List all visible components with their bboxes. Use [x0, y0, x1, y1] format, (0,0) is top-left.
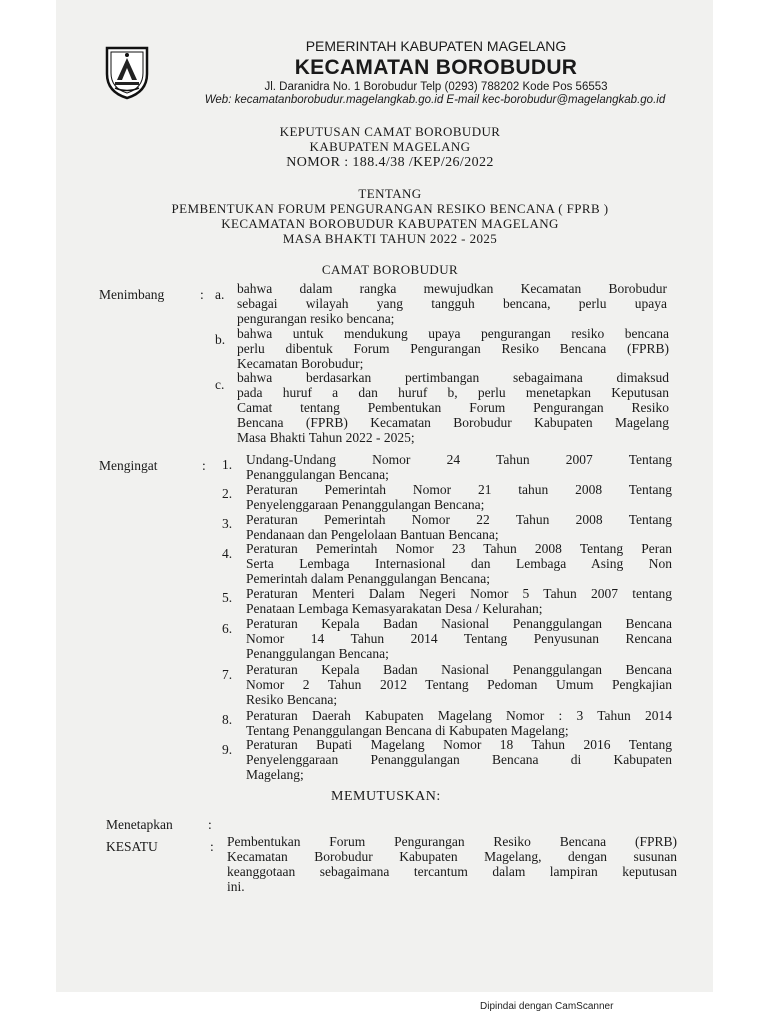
issuer-heading: CAMAT BOROBUDUR	[321, 262, 459, 277]
magelang-regency-emblem-icon	[103, 44, 151, 100]
mengingat-item-4	[246, 541, 672, 586]
kesatu-text	[227, 834, 677, 894]
mengingat-item-1-marker: 1.	[222, 457, 233, 472]
mengingat-item-7-marker: 7.	[222, 667, 233, 682]
menimbang-label: Menimbang	[99, 287, 165, 302]
text-line: bahwa berdasarkan pertimbangan sebagaimana dimaksud	[237, 370, 669, 385]
office-web-email: Web: kecamatanborobudur.magelangkab.go.id E-mail kec-borobudur@magelangkab.go.id	[204, 94, 666, 106]
mengingat-item-5-marker: 5.	[222, 590, 233, 605]
menimbang-item-c-marker: c.	[215, 377, 225, 392]
text-line: Magelang;	[246, 767, 304, 782]
memutuskan-heading: MEMUTUSKAN:	[331, 789, 441, 804]
text-line: Pemerintah dalam Penanggulangan Bencana;	[246, 571, 491, 586]
text-line: Penataan Lembaga Kemasyarakatan Desa / Kelurahan;	[246, 601, 543, 616]
text-line: Peraturan Kepala Badan Nasional Penanggulangan Bencana	[246, 662, 672, 677]
mengingat-item-9-marker: 9.	[222, 742, 233, 757]
text-line: Kecamatan Borobudur;	[237, 356, 364, 371]
mengingat-item-5	[246, 586, 672, 616]
mengingat-item-1	[246, 452, 672, 482]
mengingat-item-3-marker: 3.	[222, 516, 233, 531]
text-line: Masa Bhakti Tahun 2022 - 2025;	[237, 430, 415, 445]
text-line: Peraturan Daerah Kabupaten Magelang Nomor : 3 Tahun 2014	[246, 708, 672, 723]
menimbang-item-a	[237, 281, 667, 326]
text-line: pengurangan resiko bencana;	[237, 311, 395, 326]
decree-subject-line1: PEMBENTUKAN FORUM PENGURANGAN RESIKO BENCANA ( FPRB )	[171, 201, 609, 216]
mengingat-colon: :	[202, 458, 206, 473]
text-line: Pendanaan dan Pengelolaan Bantuan Bencana;	[246, 527, 499, 542]
menimbang-item-b	[237, 326, 669, 371]
kesatu-label: KESATU	[106, 839, 158, 854]
text-line: Peraturan Menteri Dalam Negeri Nomor 5 Tahun 2007 tentang	[246, 586, 672, 601]
text-line: Peraturan Kepala Badan Nasional Penanggulangan Bencana	[246, 616, 672, 631]
text-line: Tentang Penanggulangan Bencana di Kabupaten Magelang;	[246, 723, 569, 738]
menetapkan-label: Menetapkan	[106, 817, 173, 832]
mengingat-item-8	[246, 708, 672, 738]
menimbang-item-a-marker: a.	[215, 287, 225, 302]
text-line: Peraturan Pemerintah Nomor 22 Tahun 2008 Tentang	[246, 512, 672, 527]
government-name: PEMERINTAH KABUPATEN MAGELANG	[305, 38, 567, 54]
tentang-heading: TENTANG	[358, 186, 422, 201]
text-line: bahwa untuk mendukung upaya pengurangan resiko bencana	[237, 326, 669, 341]
decree-title-regency: KABUPATEN MAGELANG	[309, 139, 471, 154]
text-line: Undang-Undang Nomor 24 Tahun 2007 Tentang	[246, 452, 672, 467]
mengingat-item-6-marker: 6.	[222, 621, 233, 636]
text-line: Nomor 2 Tahun 2012 Tentang Pedoman Umum Pengkajian	[246, 677, 672, 692]
text-line: Peraturan Bupati Magelang Nomor 18 Tahun 2016 Tentang	[246, 737, 672, 752]
camscanner-footer: Dipindai dengan CamScanner	[480, 1001, 614, 1012]
mengingat-item-8-marker: 8.	[222, 712, 233, 727]
text-line: pada huruf a dan huruf b, perlu menetapkan Keputusan	[237, 385, 669, 400]
text-line: Peraturan Pemerintah Nomor 21 tahun 2008 Tentang	[246, 482, 672, 497]
text-line: ini.	[227, 879, 245, 894]
text-line: Penyelenggaraan Penanggulangan Bencana;	[246, 497, 485, 512]
mengingat-item-3	[246, 512, 672, 542]
mengingat-item-7	[246, 662, 672, 707]
text-line: Camat tentang Pembentukan Forum Pengurangan Resiko	[237, 400, 669, 415]
decree-title: KEPUTUSAN CAMAT BOROBUDUR	[279, 124, 501, 139]
text-line: Resiko Bencana;	[246, 692, 338, 707]
district-name: KECAMATAN BOROBUDUR	[294, 56, 578, 79]
text-line: Nomor 14 Tahun 2014 Tentang Penyusunan Rencana	[246, 631, 672, 646]
text-line: Penyelenggaraan Penanggulangan Bencana di Kabupaten	[246, 752, 672, 767]
kesatu-colon: :	[210, 839, 214, 854]
text-line: sebagai wilayah yang tangguh bencana, perlu upaya	[237, 296, 667, 311]
text-line: Penanggulangan Bencana;	[246, 646, 389, 661]
mengingat-item-6	[246, 616, 672, 661]
decree-subject-line3: MASA BHAKTI TAHUN 2022 - 2025	[282, 231, 498, 246]
text-line: bahwa dalam rangka mewujudkan Kecamatan Borobudur	[237, 281, 667, 296]
menimbang-item-b-marker: b.	[215, 332, 226, 347]
text-line: keanggotaan sebagaimana tercantum dalam lampiran keputusan	[227, 864, 677, 879]
decree-number: NOMOR : 188.4/38 /KEP/26/2022	[286, 155, 494, 170]
menetapkan-colon: :	[208, 817, 212, 832]
text-line: Kecamatan Borobudur Kabupaten Magelang, dengan susunan	[227, 849, 677, 864]
mengingat-label: Mengingat	[99, 458, 158, 473]
mengingat-item-2	[246, 482, 672, 512]
office-address: Jl. Daranidra No. 1 Borobudur Telp (0293) 788202 Kode Pos 56553	[264, 81, 608, 93]
mengingat-item-9	[246, 737, 672, 782]
menimbang-item-c	[237, 370, 669, 445]
decree-subject-line2: KECAMATAN BOROBUDUR KABUPATEN MAGELANG	[221, 216, 559, 231]
text-line: Pembentukan Forum Pengurangan Resiko Bencana (FPRB)	[227, 834, 677, 849]
text-line: Serta Lembaga Internasional dan Lembaga Asing Non	[246, 556, 672, 571]
text-line: perlu dibentuk Forum Pengurangan Resiko Bencana (FPRB)	[237, 341, 669, 356]
mengingat-item-4-marker: 4.	[222, 546, 233, 561]
text-line: Peraturan Pemerintah Nomor 23 Tahun 2008 Tentang Peran	[246, 541, 672, 556]
text-line: Penanggulangan Bencana;	[246, 467, 389, 482]
text-line: Bencana (FPRB) Kecamatan Borobudur Kabupaten Magelang	[237, 415, 669, 430]
mengingat-item-2-marker: 2.	[222, 486, 233, 501]
menimbang-colon: :	[200, 287, 204, 302]
